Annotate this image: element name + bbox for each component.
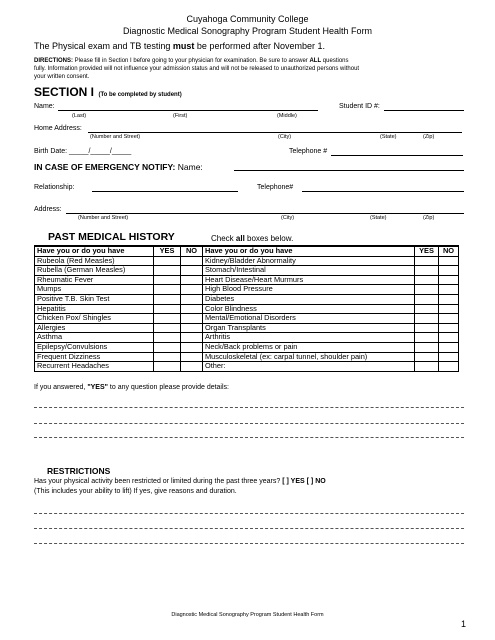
restrictions-line[interactable]	[34, 528, 464, 529]
relationship-label: Relationship:	[34, 184, 75, 191]
state-hint-2: (State)	[370, 215, 387, 221]
home-address-label: Home Address:	[34, 125, 82, 132]
pmh-yes-checkbox[interactable]	[415, 256, 439, 266]
number-street-hint: (Number and Street)	[90, 134, 141, 140]
pmh-no-checkbox[interactable]	[181, 314, 203, 324]
city-hint: (City)	[278, 134, 292, 140]
pmh-yes-checkbox[interactable]	[415, 323, 439, 333]
pmh-no-checkbox[interactable]	[439, 314, 459, 324]
exam-notice: The Physical exam and TB testing must be performed after November 1.	[34, 41, 325, 51]
pmh-no-checkbox[interactable]	[439, 266, 459, 276]
pmh-no-checkbox[interactable]	[439, 294, 459, 304]
pmh-yes-checkbox[interactable]	[415, 352, 439, 362]
emergency-name-field[interactable]	[234, 170, 464, 171]
pmh-title: PAST MEDICAL HISTORY	[48, 231, 175, 243]
pmh-item-left: Hepatitis	[35, 304, 154, 314]
restrictions-no-option[interactable]: [ ] NO	[306, 478, 326, 485]
pmh-item-right: Diabetes	[203, 294, 415, 304]
pmh-item-right: High Blood Pressure	[203, 285, 415, 295]
pmh-row	[35, 333, 459, 343]
pmh-item-left: Rubella (German Measles)	[35, 266, 154, 276]
pmh-no-checkbox[interactable]	[181, 266, 203, 276]
relationship-field[interactable]	[92, 191, 238, 192]
details-line[interactable]	[34, 437, 464, 438]
pmh-no-checkbox[interactable]	[439, 352, 459, 362]
restrictions-note: (This includes your ability to lift) If yes, give reasons and duration.	[34, 488, 237, 495]
pmh-item-left: Recurrent Headaches	[35, 362, 154, 372]
pmh-yes-checkbox[interactable]	[415, 285, 439, 295]
telephone-field[interactable]	[331, 155, 463, 156]
pmh-item-left: Rubeola (Red Measles)	[35, 256, 154, 266]
restrictions-line[interactable]	[34, 513, 464, 514]
middle-hint: (Middle)	[277, 113, 297, 119]
pmh-yes-checkbox[interactable]	[415, 275, 439, 285]
pmh-item-right: Kidney/Bladder Abnormality	[203, 256, 415, 266]
pmh-yes-checkbox[interactable]	[154, 266, 181, 276]
form-title: Diagnostic Medical Sonography Program Student Health Form	[122, 26, 373, 36]
student-id-label: Student ID #:	[339, 103, 380, 110]
address-label: Address:	[34, 206, 62, 213]
pmh-item-left: Rheumatic Fever	[35, 275, 154, 285]
details-line[interactable]	[34, 407, 464, 408]
pmh-no-checkbox[interactable]	[439, 285, 459, 295]
directions-line-1: DIRECTIONS: Please fill in Section I before going to your physician for examination. Be sure to answer ALL questions	[34, 58, 349, 64]
pmh-yes-checkbox[interactable]	[415, 342, 439, 352]
telephone-label: Telephone #	[289, 148, 328, 155]
pmh-yes-checkbox[interactable]	[415, 314, 439, 324]
telephone2-label: Telephone#	[257, 184, 294, 191]
pmh-item-left: Mumps	[35, 285, 154, 295]
pmh-no-checkbox[interactable]	[439, 362, 459, 372]
pmh-row	[35, 266, 459, 276]
pmh-no-checkbox[interactable]	[439, 323, 459, 333]
pmh-yes-header-right: YES	[415, 246, 439, 256]
pmh-row	[35, 342, 459, 352]
first-hint: (First)	[173, 113, 188, 119]
pmh-row	[35, 285, 459, 295]
pmh-item-right: Mental/Emotional Disorders	[203, 314, 415, 324]
pmh-item-right: Neck/Back problems or pain	[203, 342, 415, 352]
pmh-no-checkbox[interactable]	[181, 275, 203, 285]
pmh-no-checkbox[interactable]	[181, 304, 203, 314]
pmh-yes-checkbox[interactable]	[415, 266, 439, 276]
pmh-no-checkbox[interactable]	[181, 256, 203, 266]
zip-hint-2: (Zip)	[423, 215, 435, 221]
pmh-table	[34, 245, 459, 372]
pmh-yes-checkbox[interactable]	[154, 294, 181, 304]
college-name: Cuyahoga Community College	[186, 14, 309, 24]
pmh-yes-checkbox[interactable]	[154, 314, 181, 324]
restrictions-line[interactable]	[34, 543, 464, 544]
restrictions-question: Has your physical activity been restricted or limited during the past three years? [ ] YES [ ] NO	[34, 478, 326, 485]
pmh-no-checkbox[interactable]	[439, 275, 459, 285]
pmh-item-right: Musculoskeletal (ex: carpal tunnel, shoulder pain)	[203, 352, 415, 362]
pmh-item-left: Positive T.B. Skin Test	[35, 294, 154, 304]
pmh-yes-checkbox[interactable]	[154, 362, 181, 372]
pmh-row	[35, 294, 459, 304]
name-field[interactable]	[58, 110, 318, 111]
pmh-yes-checkbox[interactable]	[154, 285, 181, 295]
pmh-row	[35, 314, 459, 324]
pmh-no-checkbox[interactable]	[439, 342, 459, 352]
pmh-no-checkbox[interactable]	[181, 362, 203, 372]
home-address-field[interactable]	[88, 132, 462, 133]
last-hint: (Last)	[72, 113, 87, 119]
pmh-item-left: Frequent Dizziness	[35, 352, 154, 362]
pmh-row	[35, 256, 459, 266]
pmh-item-left: Asthma	[35, 333, 154, 343]
pmh-yes-checkbox[interactable]	[415, 333, 439, 343]
address-field[interactable]	[66, 213, 464, 214]
pmh-yes-checkbox[interactable]	[415, 294, 439, 304]
emergency-heading: IN CASE OF EMERGENCY NOTIFY: Name:	[34, 162, 203, 172]
pmh-row	[35, 352, 459, 362]
pmh-item-left: Chicken Pox/ Shingles	[35, 314, 154, 324]
zip-hint: (Zip)	[423, 134, 435, 140]
restrictions-yes-option[interactable]: [ ] YES	[282, 478, 305, 485]
pmh-no-checkbox[interactable]	[181, 342, 203, 352]
pmh-col-header-right: Have you or do you have	[203, 246, 415, 256]
pmh-row	[35, 323, 459, 333]
footer-text: Diagnostic Medical Sonography Program Student Health Form	[171, 612, 324, 618]
pmh-item-right: Heart Disease/Heart Murmurs	[203, 275, 415, 285]
directions-line-2: fully. Information provided will not influence your admission status and will not be released to unauthorized persons without	[34, 66, 360, 72]
student-id-field[interactable]	[384, 110, 464, 111]
pmh-yes-checkbox[interactable]	[154, 342, 181, 352]
pmh-item-right: Organ Transplants	[203, 323, 415, 333]
section-1-heading: SECTION I (To be completed by student)	[34, 85, 182, 99]
pmh-no-checkbox[interactable]	[181, 352, 203, 362]
directions-line-3: your written consent.	[34, 74, 90, 80]
pmh-row	[35, 362, 459, 372]
pmh-item-left: Allergies	[35, 323, 154, 333]
pmh-yes-checkbox[interactable]	[154, 323, 181, 333]
pmh-yes-checkbox[interactable]	[154, 352, 181, 362]
birth-date-field[interactable]: Birth Date: _____/_____/_____	[34, 148, 132, 155]
pmh-no-checkbox[interactable]	[439, 304, 459, 314]
pmh-yes-header-left: YES	[154, 246, 181, 256]
pmh-no-checkbox[interactable]	[439, 256, 459, 266]
number-street-hint-2: (Number and Street)	[78, 215, 129, 221]
restrictions-title: RESTRICTIONS	[47, 466, 111, 476]
pmh-row	[35, 304, 459, 314]
details-prompt: If you answered, "YES" to any question please provide details:	[34, 384, 229, 391]
pmh-no-header-left: NO	[181, 246, 203, 256]
pmh-item-left: Epilepsy/Convulsions	[35, 342, 154, 352]
pmh-row	[35, 275, 459, 285]
pmh-no-checkbox[interactable]	[181, 323, 203, 333]
pmh-no-checkbox[interactable]	[181, 333, 203, 343]
pmh-yes-checkbox[interactable]	[415, 362, 439, 372]
pmh-no-header-right: NO	[439, 246, 459, 256]
name-label: Name:	[34, 103, 55, 110]
pmh-yes-checkbox[interactable]	[154, 333, 181, 343]
page-number: 1	[461, 619, 467, 629]
pmh-yes-checkbox[interactable]	[154, 304, 181, 314]
pmh-item-right: Arthritis	[203, 333, 415, 343]
pmh-instructions: Check all boxes below.	[211, 234, 294, 243]
pmh-col-header-left: Have you or do you have	[35, 246, 154, 256]
pmh-yes-checkbox[interactable]	[154, 275, 181, 285]
pmh-no-checkbox[interactable]	[439, 333, 459, 343]
pmh-yes-checkbox[interactable]	[415, 304, 439, 314]
city-hint-2: (City)	[281, 215, 295, 221]
pmh-yes-checkbox[interactable]	[154, 256, 181, 266]
details-line[interactable]	[34, 423, 464, 424]
pmh-item-right: Other:	[203, 362, 415, 372]
pmh-no-checkbox[interactable]	[181, 285, 203, 295]
pmh-header-row	[35, 246, 459, 256]
state-hint: (State)	[380, 134, 397, 140]
pmh-item-right: Color Blindness	[203, 304, 415, 314]
pmh-item-right: Stomach/Intestinal	[203, 266, 415, 276]
pmh-no-checkbox[interactable]	[181, 294, 203, 304]
telephone2-field[interactable]	[302, 191, 464, 192]
